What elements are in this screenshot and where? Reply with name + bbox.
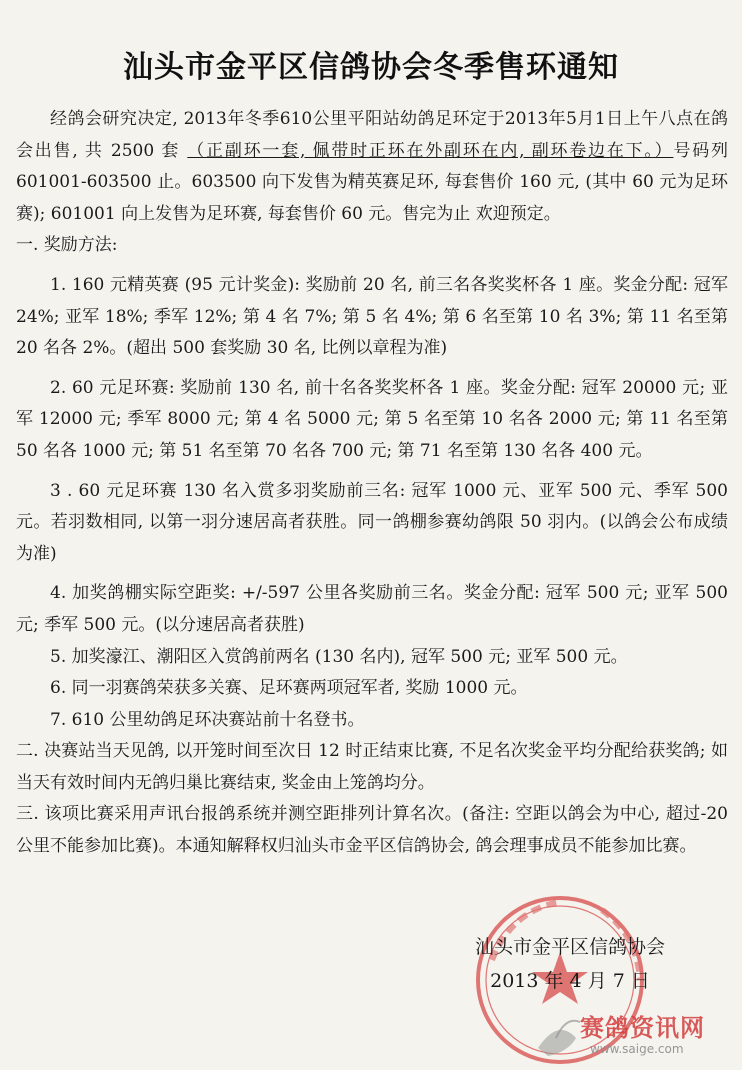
watermark-url: www.saige.com [590, 1042, 684, 1056]
signature-date: 2013 年 4 月 7 日 [490, 970, 650, 992]
intro-underlined-note: （正副环一套, 佩带时正环在外副环在内, 副环卷边在下。） [187, 140, 674, 161]
intro-text-1: 经鸽会研究决定, 2013年冬季610公里平阳站幼鸽足环定于2013年5月1日上午八点在鸽会出售, 共 2500 套 [16, 109, 728, 161]
notice-title: 汕头市金平区信鸽协会冬季售环通知 [123, 50, 619, 85]
watermark-site-name: 赛鸽资讯网 [580, 1014, 705, 1042]
signature-organization: 汕头市金平区信鸽协会 [474, 936, 665, 958]
notice-body [16, 104, 728, 863]
reward-item-2: 2. 60 元足环赛: 奖励前 130 名, 前十名各奖奖杯各 1 座。奖金分配: 冠军 20000 元; 亚军 12000 元; 季军 8000 元; 第 4 名 5000 元; 第 5 名至第 10 名各 2000 元; 第 11 名至第 50 名各 1000 元; 第 51 名至第 70 名各 700 元; 第 71 名至第 130 名各 400 元。 [16, 377, 728, 461]
reward-item-5: 5. 加奖濠江、潮阳区入赏鸽前两名 (130 名内), 冠军 500 元; 亚军 500 元。 [50, 646, 628, 667]
intro-text-2: 号码列601001-603500 止。603500 向下发售为精英赛足环, 每套售价 160 元, (其中 60 元为足环赛); 601001 向上发售为足环赛, 每套售价 60 元。售完为止 欢迎预定。 [16, 140, 728, 224]
reward-item-4: 4. 加奖鸽棚实际空距奖: +/-597 公里各奖励前三名。奖金分配: 冠军 500 元; 亚军 500 元; 季军 500 元。(以分速居高者获胜) [16, 583, 728, 635]
reward-item-7: 7. 610 公里幼鸽足环决赛站前十名登书。 [50, 709, 365, 730]
reward-item-6: 6. 同一羽赛鸽荣获多关赛、足环赛两项冠军者, 奖励 1000 元。 [50, 678, 528, 699]
section-1-heading: 一. 奖励方法: [16, 235, 118, 256]
reward-item-1: 1. 160 元精英赛 (95 元计奖金): 奖励前 20 名, 前三名各奖奖杯各 1 座。奖金分配: 冠军 24%; 亚军 18%; 季军 12%; 第 4 名 7%; 第 5 名 4%; 第 6 名至第 10 名 3%; 第 11 名至第 20 名各 2%。(超出 500 套奖励 30 名, 比例以章程为准) [16, 274, 728, 359]
intro-paragraph [16, 104, 728, 230]
signature-block [470, 930, 670, 998]
reward-item-3: 3 . 60 元足环赛 130 名入赏多羽奖励前三名: 冠军 1000 元、亚军 500 元、季军 500 元。若羽数相同, 以第一羽分速居高者获胜。同一鸽棚参赛幼鸽限 50 羽内。(以鸽会公布成绩为准) [16, 480, 728, 564]
section-2: 二. 决赛站当天见鸽, 以开笼时间至次日 12 时正结束比赛, 不足名次奖金平均分配给获奖鸽; 如当天有效时间内无鸽归巢比赛结束, 奖金由上笼鸽均分。 [16, 741, 728, 793]
section-3: 三. 该项比赛采用声讯台报鸽系统并测空距排列计算名次。(备注: 空距以鸽会为中心, 超过-20 公里不能参加比赛)。本通知解释权归汕头市金平区信鸽协会, 鸽会理事成员不能参加比赛。 [16, 804, 728, 857]
